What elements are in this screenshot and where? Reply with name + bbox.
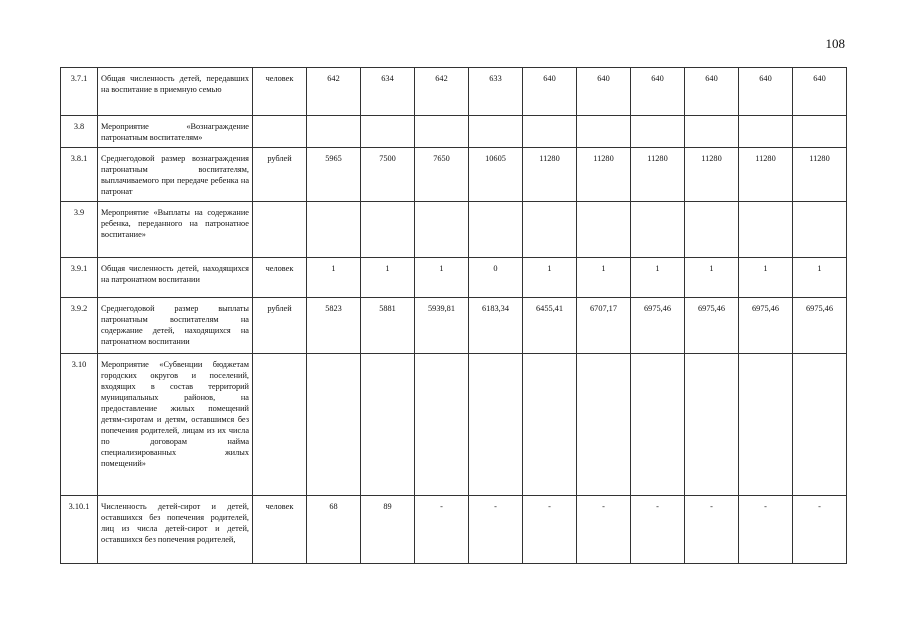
row-unit: человек	[253, 68, 307, 116]
row-description: Среднегодовой размер выплаты патронатным воспитателям на содержание детей, находящихся на патронатном воспитании	[98, 298, 253, 354]
row-value: 6455,41	[523, 298, 577, 354]
row-value: 1	[739, 258, 793, 298]
row-unit: рублей	[253, 298, 307, 354]
row-description: Общая численность детей, находящихся на патронатном воспитании	[98, 258, 253, 298]
row-value: 6975,46	[739, 298, 793, 354]
row-value	[631, 354, 685, 496]
row-value	[793, 354, 847, 496]
row-unit	[253, 202, 307, 258]
row-description: Мероприятие «Вознаграждение патронатным воспитателям»	[98, 116, 253, 148]
row-value: 68	[307, 496, 361, 564]
row-value	[307, 116, 361, 148]
row-unit: человек	[253, 496, 307, 564]
row-value: 0	[469, 258, 523, 298]
row-value	[631, 116, 685, 148]
row-value	[469, 354, 523, 496]
row-value: 6707,17	[577, 298, 631, 354]
row-value	[307, 202, 361, 258]
row-description: Мероприятие «Выплаты на содержание ребенка, переданного на патронатное воспитание»	[98, 202, 253, 258]
row-value: 11280	[793, 148, 847, 202]
row-value: 642	[307, 68, 361, 116]
row-number: 3.10.1	[61, 496, 98, 564]
row-value	[739, 202, 793, 258]
row-unit: человек	[253, 258, 307, 298]
row-value: -	[739, 496, 793, 564]
row-value: 640	[631, 68, 685, 116]
row-unit	[253, 354, 307, 496]
row-number: 3.8.1	[61, 148, 98, 202]
row-value: 640	[685, 68, 739, 116]
row-value	[685, 116, 739, 148]
row-value: 1	[577, 258, 631, 298]
row-value: 5939,81	[415, 298, 469, 354]
row-value	[469, 116, 523, 148]
row-value: -	[631, 496, 685, 564]
row-value: 11280	[577, 148, 631, 202]
row-value: 6975,46	[793, 298, 847, 354]
row-value: 11280	[685, 148, 739, 202]
row-value: 640	[523, 68, 577, 116]
row-number: 3.7.1	[61, 68, 98, 116]
row-value: 5965	[307, 148, 361, 202]
row-value: -	[469, 496, 523, 564]
table-row	[61, 496, 847, 564]
row-value: 10605	[469, 148, 523, 202]
row-value: -	[523, 496, 577, 564]
row-value: 6183,34	[469, 298, 523, 354]
row-value	[685, 354, 739, 496]
row-value: 1	[307, 258, 361, 298]
row-value	[739, 354, 793, 496]
row-value	[523, 116, 577, 148]
row-description: Численность детей-сирот и детей, оставшихся без попечения родителей, лиц из числа детей-сирот и детей, оставшихся без попечения родителей,	[98, 496, 253, 564]
row-value: 11280	[631, 148, 685, 202]
row-value	[577, 116, 631, 148]
row-value: 5881	[361, 298, 415, 354]
row-number: 3.8	[61, 116, 98, 148]
row-value: 1	[523, 258, 577, 298]
row-description: Общая численность детей, передавших на воспитание в приемную семью	[98, 68, 253, 116]
row-value: 642	[415, 68, 469, 116]
row-value	[361, 116, 415, 148]
row-value	[415, 116, 469, 148]
row-value	[415, 202, 469, 258]
row-value: 1	[793, 258, 847, 298]
row-value: 1	[415, 258, 469, 298]
row-value	[523, 202, 577, 258]
row-value: -	[415, 496, 469, 564]
row-value: 11280	[739, 148, 793, 202]
row-value	[793, 116, 847, 148]
row-value: 11280	[523, 148, 577, 202]
row-value: 1	[631, 258, 685, 298]
row-value: 5823	[307, 298, 361, 354]
row-description: Мероприятие «Субвенции бюджетам городских округов и поселений, входящих в состав территорий муниципальных районов, на предоставление жилых помещений детям-сиротам и детям, оставшимся без попечения родителей, лицам из их числа по договорам найма специализированных жилых помещений»	[98, 354, 253, 496]
row-value	[739, 116, 793, 148]
row-value: 634	[361, 68, 415, 116]
row-value: 1	[685, 258, 739, 298]
row-value	[469, 202, 523, 258]
table-row	[61, 298, 847, 354]
row-number: 3.9	[61, 202, 98, 258]
table-row	[61, 202, 847, 258]
row-value: -	[685, 496, 739, 564]
row-value: 640	[793, 68, 847, 116]
row-value	[631, 202, 685, 258]
row-number: 3.10	[61, 354, 98, 496]
row-value	[793, 202, 847, 258]
row-description: Среднегодовой размер вознаграждения патронатным воспитателям, выплачиваемого при передаче ребенка на патронат	[98, 148, 253, 202]
row-number: 3.9.1	[61, 258, 98, 298]
row-value: 7650	[415, 148, 469, 202]
row-value: 640	[739, 68, 793, 116]
table-row	[61, 148, 847, 202]
row-value	[685, 202, 739, 258]
row-value	[577, 354, 631, 496]
row-value: 6975,46	[685, 298, 739, 354]
indicator-table	[60, 67, 847, 564]
row-number: 3.9.2	[61, 298, 98, 354]
table-row	[61, 354, 847, 496]
row-unit: рублей	[253, 148, 307, 202]
row-value: -	[793, 496, 847, 564]
row-value: 6975,46	[631, 298, 685, 354]
row-value	[577, 202, 631, 258]
row-value: 1	[361, 258, 415, 298]
table-row	[61, 116, 847, 148]
row-value	[415, 354, 469, 496]
row-value	[361, 202, 415, 258]
page-number: 108	[825, 36, 845, 51]
row-value	[307, 354, 361, 496]
row-value: 7500	[361, 148, 415, 202]
row-value	[361, 354, 415, 496]
row-value: 633	[469, 68, 523, 116]
table-row	[61, 258, 847, 298]
table-row	[61, 68, 847, 116]
row-unit	[253, 116, 307, 148]
row-value: 640	[577, 68, 631, 116]
row-value	[523, 354, 577, 496]
row-value: -	[577, 496, 631, 564]
table-body	[61, 68, 847, 564]
row-value: 89	[361, 496, 415, 564]
